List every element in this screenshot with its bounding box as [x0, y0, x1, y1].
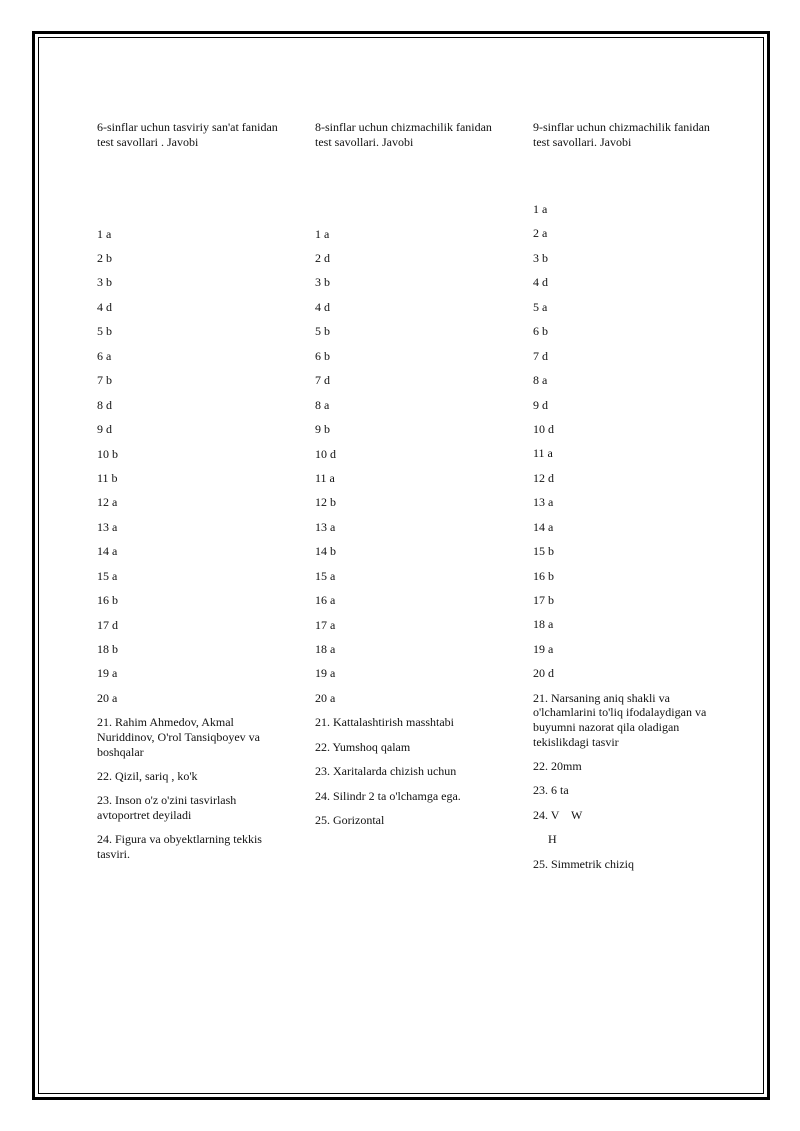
answer-item: 16 b — [97, 593, 118, 608]
answer-item: 10 d — [533, 421, 554, 436]
answer-item: 12 d — [533, 470, 554, 485]
answer-item: 12 b — [315, 495, 336, 510]
answer-item: 11 a — [533, 446, 553, 461]
answer-item: 7 d — [533, 348, 548, 363]
answer-item: 8 a — [315, 397, 330, 412]
column-title: 8-sinflar uchun chizmachilik fanidan test savollari. Javobi — [315, 120, 492, 149]
answer-column-grade-9 — [533, 120, 723, 881]
column-title: 9-sinflar uchun chizmachilik fanidan test savollari. Javobi — [533, 120, 710, 149]
answer-item: 4 d — [97, 299, 112, 314]
text-answer-item: 22. Yumshoq qalam — [315, 739, 411, 754]
answer-item: 7 b — [97, 373, 112, 388]
answer-column-grade-8 — [315, 120, 505, 838]
text-answer-item: 24. V W — [533, 807, 583, 822]
text-answer-item: 25. Gorizontal — [315, 813, 385, 828]
text-answer-item: 23. 6 ta — [533, 783, 569, 798]
text-answer-item: 21. Rahim Ahmedov, Akmal Nuriddinov, O'rol Tansiqboyev va boshqalar — [97, 715, 260, 759]
text-answer-item: 23. Xaritalarda chizish uchun — [315, 764, 457, 779]
answer-item: 9 d — [533, 397, 548, 412]
answer-item: 13 a — [315, 519, 336, 534]
answer-item: 5 b — [315, 324, 330, 339]
answer-column-grade-6 — [97, 120, 287, 871]
answer-item: 13 a — [97, 519, 118, 534]
answer-item: 1 a — [97, 226, 112, 241]
text-answer-item: 22. 20mm — [533, 758, 582, 773]
answer-item: 17 d — [97, 617, 118, 632]
answer-item: 9 b — [315, 422, 330, 437]
text-answer-item: 24. Silindr 2 ta o'lchamga ega. — [315, 788, 461, 803]
answer-item: 2 d — [315, 251, 330, 266]
answer-list — [533, 202, 723, 681]
answer-item: 2 a — [533, 226, 548, 241]
answer-item: 3 b — [533, 250, 548, 265]
answer-item: 3 b — [97, 275, 112, 290]
answer-item: 1 a — [315, 226, 330, 241]
answer-item: 16 b — [533, 568, 554, 583]
answer-item: 14 a — [97, 544, 118, 559]
answer-item: 5 a — [533, 299, 548, 314]
answer-item: 14 a — [533, 519, 554, 534]
answer-item: 10 b — [97, 446, 118, 461]
answer-item: 19 a — [97, 666, 118, 681]
answer-item: 17 a — [315, 617, 336, 632]
answer-item: 2 b — [97, 251, 112, 266]
answer-item: 11 b — [97, 470, 118, 485]
answer-item: 8 a — [533, 373, 548, 388]
answer-item: 6 b — [315, 348, 330, 363]
answer-item: 18 a — [533, 617, 554, 632]
text-answer-item: H — [548, 832, 557, 847]
text-answer-list — [97, 715, 287, 861]
answer-item: 8 d — [97, 397, 112, 412]
text-answer-item: 25. Simmetrik chiziq — [533, 856, 634, 871]
answer-item: 6 a — [97, 348, 112, 363]
answer-item: 4 d — [315, 299, 330, 314]
answer-item: 3 b — [315, 275, 330, 290]
answer-item: 13 a — [533, 495, 554, 510]
text-answer-list — [315, 715, 505, 827]
text-answer-item: 22. Qizil, sariq , ko'k — [97, 768, 198, 783]
answer-item: 19 a — [315, 666, 336, 681]
answer-item: 16 a — [315, 593, 336, 608]
answer-item: 20 a — [97, 690, 118, 705]
answer-item: 11 a — [315, 470, 335, 485]
text-answer-item: 21. Kattalashtirish masshtabi — [315, 715, 454, 730]
answer-item: 18 a — [315, 642, 336, 657]
column-title: 6-sinflar uchun tasviriy san'at fanidan test savollari . Javobi — [97, 120, 278, 149]
answer-item: 20 a — [315, 690, 336, 705]
answer-item: 19 a — [533, 641, 554, 656]
answer-item: 5 b — [97, 324, 112, 339]
text-answer-item: 24. Figura va obyektlarning tekkis tasviri. — [97, 832, 262, 862]
answer-item: 20 d — [533, 666, 554, 681]
answer-item: 1 a — [533, 202, 548, 216]
answer-item: 6 b — [533, 324, 548, 339]
answer-item: 18 b — [97, 642, 118, 657]
answer-item: 14 b — [315, 544, 336, 559]
answer-item: 4 d — [533, 275, 548, 290]
answer-item: 10 d — [315, 446, 336, 461]
answer-item: 9 d — [97, 422, 112, 437]
answer-item: 15 a — [97, 568, 118, 583]
answer-item: 7 d — [315, 373, 330, 388]
text-answer-list — [533, 691, 723, 872]
answer-item: 15 b — [533, 544, 554, 559]
text-answer-item: 21. Narsaning aniq shakli va o'lchamlarini to'liq ifodalaydigan va buyumni nazorat qila oladigan tekislikdagi tasvir — [533, 690, 707, 749]
answer-item: 15 a — [315, 568, 336, 583]
answer-item: 17 b — [533, 593, 554, 607]
answer-item: 12 a — [97, 495, 118, 510]
text-answer-item: 23. Inson o'z o'zini tasvirlash avtoportret deyiladi — [97, 793, 237, 822]
answer-list — [97, 227, 287, 706]
answer-list — [315, 227, 505, 706]
